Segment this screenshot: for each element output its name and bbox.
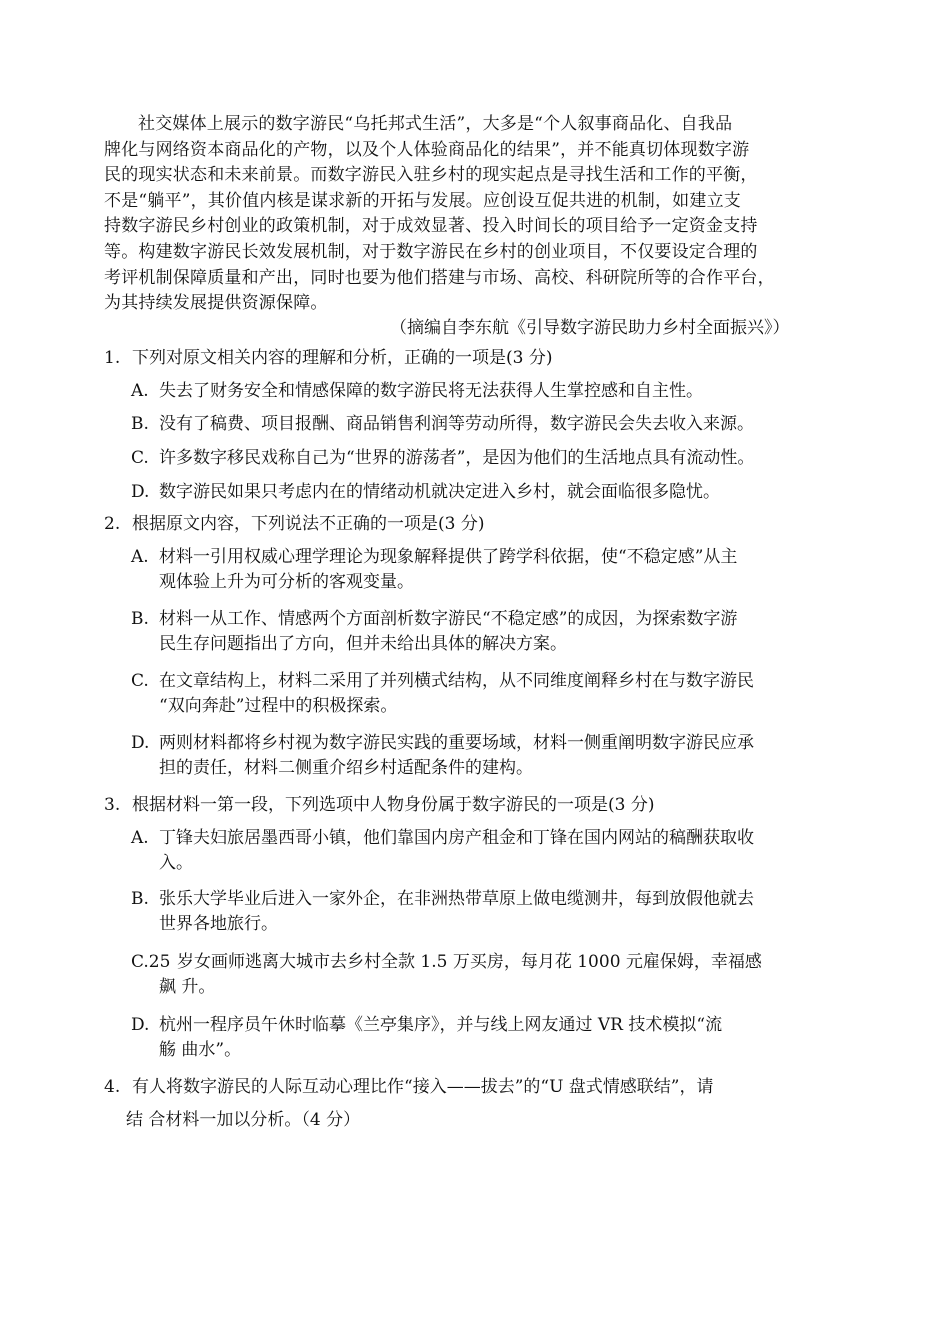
option-text: 张乐大学毕业后进入一家外企，在非洲热带草原上做电缆测井，每到放假他就去 [159, 889, 754, 909]
option-text-continued: 飙 升。 [159, 977, 216, 997]
option-1a [131, 376, 703, 401]
option-3a [131, 823, 754, 873]
question-text: 根据材料一第一段，下列选项中人物身份属于数字游民的一项是(3 分) [132, 795, 655, 815]
option-text-continued: 世界各地旅行。 [159, 914, 278, 934]
question-text-continued: 结 合材料一加以分析。（4 分） [126, 1110, 361, 1130]
question-1 [104, 343, 552, 368]
passage-paragraph [104, 112, 846, 317]
passage-line: 社交媒体上展示的数字游民“乌托邦式生活”，大多是“个人叙事商品化、自我品 [138, 114, 733, 134]
option-1d [131, 477, 720, 502]
option-label: A. [131, 381, 149, 401]
question-number: 2. [104, 514, 121, 534]
question-2 [104, 509, 484, 534]
question-number: 1. [104, 348, 121, 368]
question-text: 下列对原文相关内容的理解和分析，正确的一项是(3 分) [132, 348, 553, 368]
option-2b [131, 604, 737, 654]
passage-line: 牌化与网络资本商品化的产物，以及个人体验商品化的结果”，并不能真切体现数字游 [104, 139, 750, 160]
passage-source: （摘编自李东航《引导数字游民助力乡村全面振兴》） [390, 318, 790, 338]
passage-line: 考评机制保障质量和产出，同时也要为他们搭建与市场、高校、科研院所等的合作平台， [104, 267, 775, 288]
passage-line: 等。构建数字游民长效发展机制，对于数字游民在乡村的创业项目，不仅要设定合理的 [104, 241, 758, 262]
option-text-continued: 观体验上升为可分析的客观变量。 [159, 572, 414, 592]
option-text: 失去了财务安全和情感保障的数字游民将无法获得人生掌控感和自主性。 [159, 381, 703, 401]
option-text: 杭州一程序员午休时临摹《兰亭集序》，并与线上网友通过 VR 技术模拟“流 [159, 1015, 723, 1035]
option-text: 丁锋夫妇旅居墨西哥小镇，他们靠国内房产租金和丁锋在国内网站的稿酬获取收 [159, 828, 754, 848]
option-text: 材料一引用权威心理学理论为现象解释提供了跨学科依据，使“不稳定感”从主 [159, 547, 738, 567]
option-label: B. [131, 889, 149, 909]
question-4 [104, 1072, 714, 1097]
option-label: C. [131, 671, 149, 691]
option-label: D. [131, 482, 150, 502]
option-text: 数字游民如果只考虑内在的情绪动机就决定进入乡村，就会面临很多隐忧。 [159, 482, 720, 502]
option-text-continued: “双向奔赴”过程中的积极探索。 [159, 696, 398, 716]
option-2c [131, 666, 754, 716]
option-label: B. [131, 414, 149, 434]
question-3 [104, 790, 654, 815]
option-3d [131, 1010, 722, 1060]
question-number: 4. [104, 1077, 121, 1097]
option-text-continued: 民生存问题指出了方向，但并未给出具体的解决方案。 [159, 634, 567, 654]
option-3c [131, 947, 762, 997]
option-2a [131, 542, 737, 592]
passage-line: 不是“躺平”，其价值内核是谋求新的开拓与发展。应创设互促共进的机制，如建立支 [104, 190, 741, 211]
option-1c [131, 443, 754, 468]
option-text: 岁女画师逃离大城市去乡村全款 1.5 万买房，每月花 1000 元雇保姆，幸福感 [177, 952, 762, 972]
option-text: 许多数字移民戏称自己为“世界的游荡者”，是因为他们的生活地点具有流动性。 [159, 448, 755, 468]
option-label: D. [131, 1015, 150, 1035]
option-label: B. [131, 609, 149, 629]
option-text-continued: 入。 [159, 853, 193, 873]
option-text: 没有了稿费、项目报酬、商品销售利润等劳动所得，数字游民会失去收入来源。 [159, 414, 754, 434]
option-text: 两则材料都将乡村视为数字游民实践的重要场域，材料一侧重阐明数字游民应承 [159, 733, 754, 753]
option-label: D. [131, 733, 150, 753]
option-2d [131, 728, 754, 778]
question-text: 有人将数字游民的人际互动心理比作“接入——拔去”的“U 盘式情感联结”，请 [132, 1077, 714, 1097]
question-text: 根据原文内容，下列说法不正确的一项是(3 分) [132, 514, 485, 534]
option-text-continued: 觞 曲水”。 [159, 1040, 242, 1060]
passage-line: 持数字游民乡村创业的政策机制，对于成效显著、投入时间长的项目给予一定资金支持 [104, 216, 758, 237]
question-number: 3. [104, 795, 121, 815]
option-label: C. [131, 448, 149, 468]
option-text-continued: 担的责任，材料二侧重介绍乡村适配条件的建构。 [159, 758, 533, 778]
option-label: C.25 [131, 952, 171, 972]
option-label: A. [131, 828, 149, 848]
option-label: A. [131, 547, 149, 567]
option-3b [131, 884, 754, 934]
option-1b [131, 409, 754, 434]
question-4-continued [126, 1105, 360, 1130]
option-text: 材料一从工作、情感两个方面剖析数字游民“不稳定感”的成因，为探索数字游 [159, 609, 738, 629]
option-text: 在文章结构上，材料二采用了并列横式结构，从不同维度阐释乡村在与数字游民 [159, 671, 754, 691]
passage-line: 民的现实状态和未来前景。而数字游民入驻乡村的现实起点是寻找生活和工作的平衡， [104, 165, 758, 186]
passage-line: 为其持续发展提供资源保障。 [104, 293, 328, 314]
